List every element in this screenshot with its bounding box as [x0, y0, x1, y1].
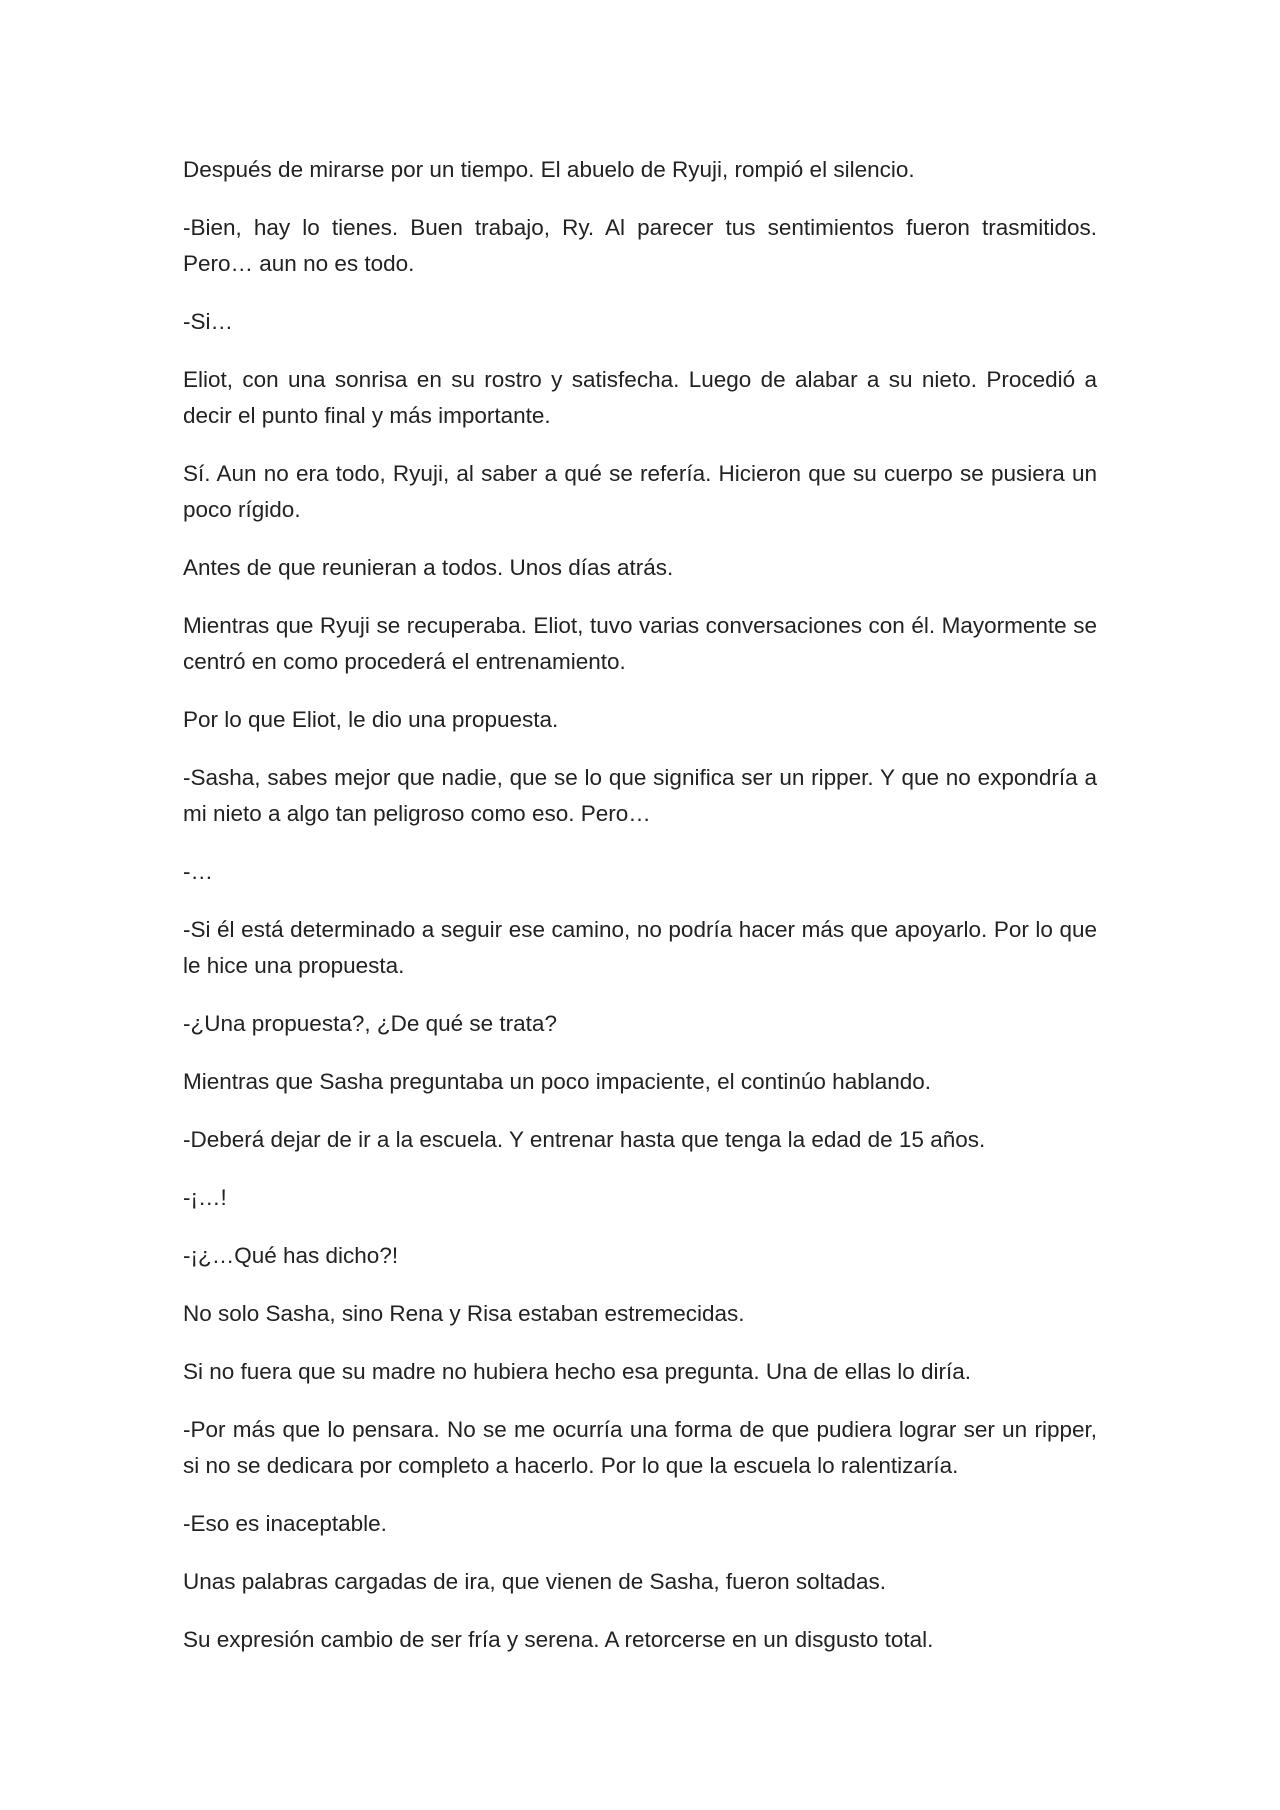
paragraph: -Deberá dejar de ir a la escuela. Y entrenar hasta que tenga la edad de 15 años. [183, 1127, 986, 1152]
paragraph: -Si él está determinado a seguir ese camino, no podría hacer más que apoyarlo. Por lo que le hice una propuesta. [183, 917, 1097, 978]
paragraph: -¿Una propuesta?, ¿De qué se trata? [183, 1011, 557, 1036]
paragraph: -Eso es inaceptable. [183, 1511, 387, 1536]
paragraph: Si no fuera que su madre no hubiera hecho esa pregunta. Una de ellas lo diría. [183, 1359, 972, 1384]
paragraph: Sí. Aun no era todo, Ryuji, al saber a qué se refería. Hicieron que su cuerpo se pusiera un poco rígido. [183, 461, 1097, 522]
paragraph: -Sasha, sabes mejor que nadie, que se lo que significa ser un ripper. Y que no expondría a mi nieto a algo tan peligroso como eso. Pero… [183, 765, 1097, 826]
paragraph: -¡…! [183, 1185, 227, 1210]
document-body [183, 152, 1097, 1680]
paragraph: Mientras que Ryuji se recuperaba. Eliot, tuvo varias conversaciones con él. Mayormente se centró en como procederá el entrenamiento. [183, 613, 1097, 674]
paragraph: Su expresión cambio de ser fría y serena. A retorcerse en un disgusto total. [183, 1627, 934, 1652]
paragraph: Eliot, con una sonrisa en su rostro y satisfecha. Luego de alabar a su nieto. Procedió a decir el punto final y más importante. [183, 367, 1097, 428]
paragraph: Antes de que reunieran a todos. Unos días atrás. [183, 555, 674, 580]
paragraph: No solo Sasha, sino Rena y Risa estaban estremecidas. [183, 1301, 745, 1326]
paragraph: -… [183, 859, 213, 884]
paragraph: Por lo que Eliot, le dio una propuesta. [183, 707, 559, 732]
paragraph: Mientras que Sasha preguntaba un poco impaciente, el continúo hablando. [183, 1069, 932, 1094]
paragraph: -Si… [183, 309, 233, 334]
paragraph: -¡¿…Qué has dicho?! [183, 1243, 399, 1268]
paragraph: -Por más que lo pensara. No se me ocurría una forma de que pudiera lograr ser un ripper, si no se dedicara por completo a hacerlo. Por lo que la escuela lo ralentizaría. [183, 1417, 1097, 1478]
paragraph: Después de mirarse por un tiempo. El abuelo de Ryuji, rompió el silencio. [183, 157, 915, 182]
paragraph: -Bien, hay lo tienes. Buen trabajo, Ry. Al parecer tus sentimientos fueron trasmitidos. Pero… aun no es todo. [183, 215, 1097, 276]
paragraph: Unas palabras cargadas de ira, que vienen de Sasha, fueron soltadas. [183, 1569, 886, 1594]
